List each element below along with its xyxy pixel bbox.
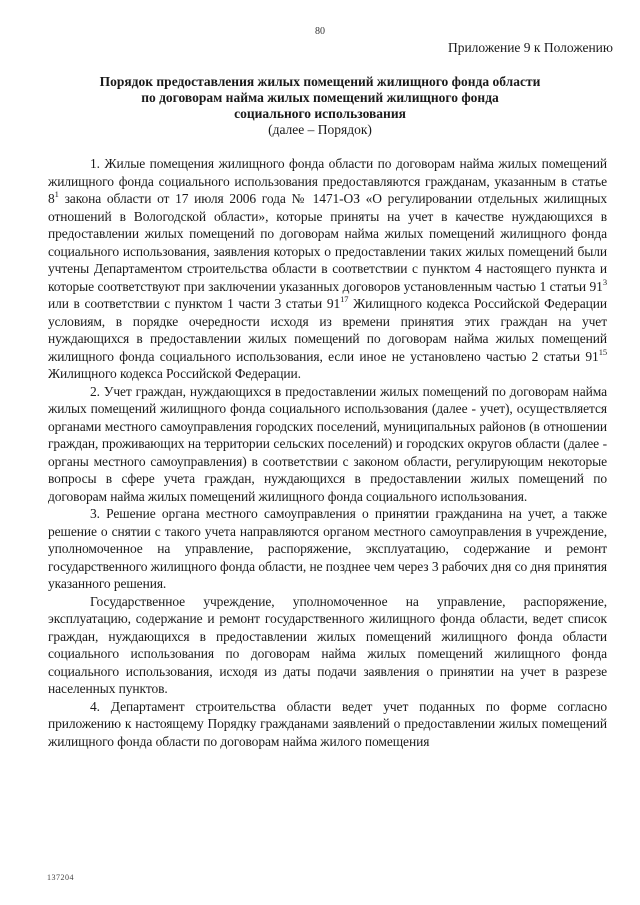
title-line-3: социального использования <box>234 106 406 121</box>
title-line-4: (далее – Порядок) <box>268 122 372 137</box>
superscript-91-17: 17 <box>340 294 349 304</box>
title-line-1: Порядок предоставления жилых помещений жилищного фонда области <box>99 74 541 89</box>
superscript-91-3: 3 <box>602 276 607 287</box>
paragraph-1-text-e: Жилищного кодекса Российской Федерации. <box>48 366 301 381</box>
paragraph-1-text-b: закона области от 17 июля 2006 года № 1471-ОЗ «О регулировании отдельных жилищных отношений в Вологодской области», которые приняты на учет в качестве нуждающихся в предоставлении жилых помещений по договорам найма жилых помещений жилищного фонда социального использования, заявления которых о предоставлении таких жилых помещений были учтены Департаментом строительства области в соответствии с пунктом 4 настоящего пункта и которые соответствуют при заключении указанных договоров установленным частью 1 статьи 91 <box>48 191 607 294</box>
page-number: 80 <box>315 26 325 37</box>
paragraph-1-text-a: 1. Жилые помещения жилищного фонда области по договорам найма жилых помещений жилищного фонда социального использования предоставляются гражданам, указанным в статье 8 <box>48 156 607 206</box>
superscript-91-15: 15 <box>598 346 607 357</box>
title-line-2: по договорам найма жилых помещений жилищного фонда <box>141 90 499 105</box>
document-body <box>48 155 607 750</box>
paragraph-2: 2. Учет граждан, нуждающихся в предоставлении жилых помещений по договорам найма жилых помещений жилищного фонда социального использования (далее - учет), осуществляется органами местного самоуправления городских поселений, муниципальных районов (в отношении граждан, проживающих на территории сельских поселений) и городских округов области (далее - органы местного самоуправления) в соответствии с законом области, регулирующим некоторые вопросы в сфере учета граждан, нуждающихся в предоставлении жилых помещений по договорам найма жилых помещений жилищного фонда социального использования. <box>48 383 607 504</box>
superscript-8-1: 1 <box>54 189 59 199</box>
appendix-reference: Приложение 9 к Положению <box>447 40 613 55</box>
paragraph-1-text-c: или в соответствии с пунктом 1 части 3 статьи 91 <box>48 296 341 311</box>
paragraph-4: Государственное учреждение, уполномоченное на управление, распоряжение, эксплуатацию, содержание и ремонт государственного жилищного фонда области, ведет список граждан, нуждающихся в предоставлении жилых помещений жилищного фонда области социального использования по договорам найма жилых помещений жилищного фонда социального использования, исходя из даты подачи заявления о принятии на учет в разрезе населенных пунктов. <box>48 593 607 696</box>
paragraph-1 <box>48 155 607 383</box>
document-title <box>60 74 580 138</box>
paragraph-5: 4. Департамент строительства области ведет учет поданных по форме согласно приложению к настоящему Порядку гражданами заявлений о предоставлении жилых помещений жилищного фонда области по договорам найма жилого помещения <box>48 698 607 749</box>
paragraph-1-text-d: Жилищного кодекса Российской Федерации условиям, в порядке очередности исходя из времени принятия этих граждан на учет нуждающихся в предоставлении жилых помещений по договорам найма жилых помещений жилищного фонда социального использования, если иное не установлено частью 2 статьи 91 <box>48 296 607 364</box>
paragraph-3: 3. Решение органа местного самоуправления о принятии гражданина на учет, а также решение о снятии с такого учета направляются органом местного самоуправления в учреждение, уполномоченное на управление, распоряжение, эксплуатацию, содержание и ремонт государственного жилищного фонда области, не позднее чем через 3 рабочих дня со дня принятия указанного решения. <box>48 506 607 591</box>
document-code: 137204 <box>47 873 74 882</box>
